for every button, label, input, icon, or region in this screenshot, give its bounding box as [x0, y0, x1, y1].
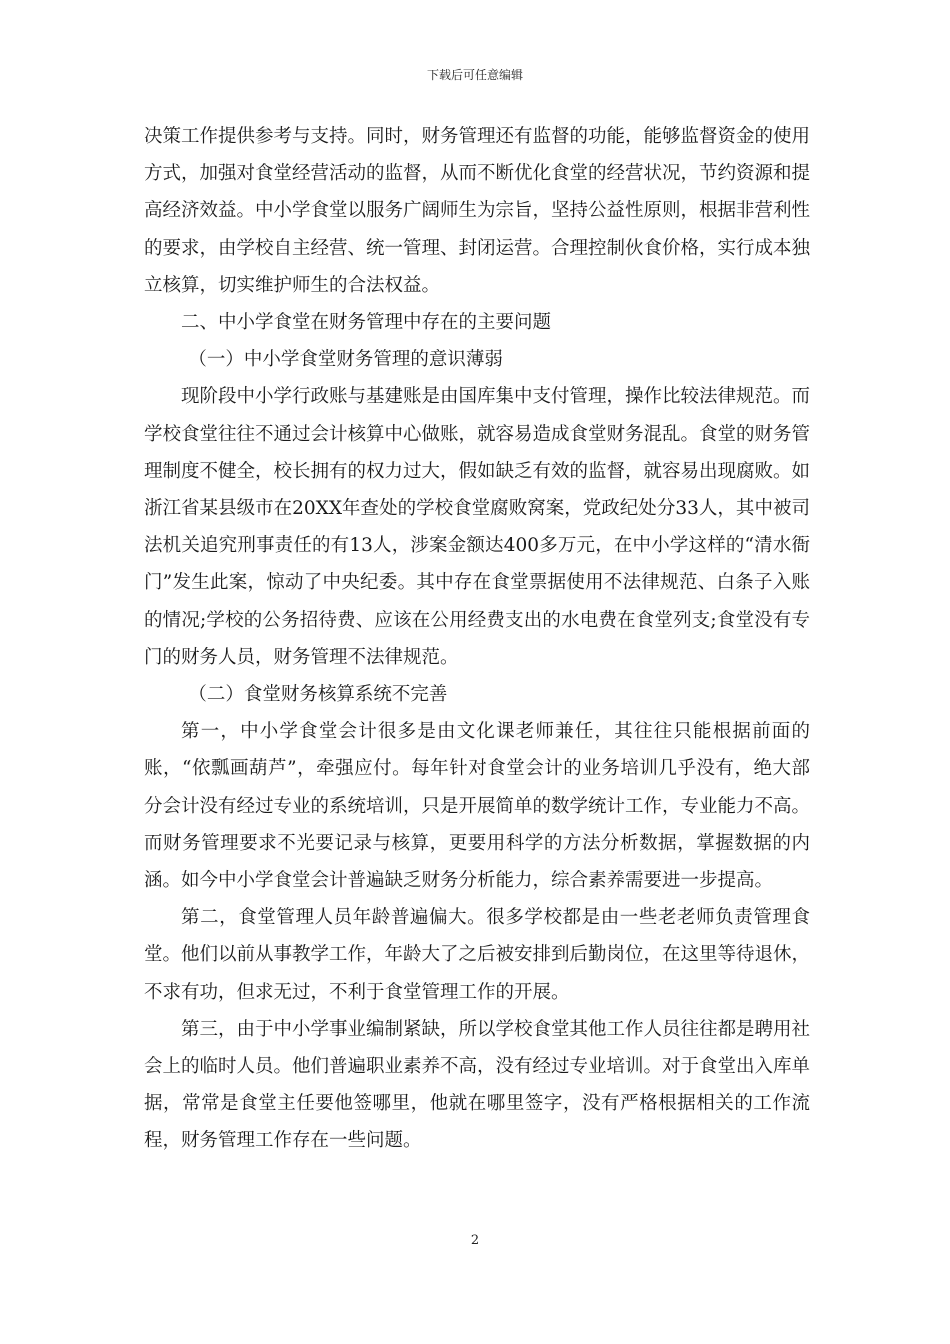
- paragraph: 第三，由于中小学事业编制紧缺，所以学校食堂其他工作人员往往都是聘用社会上的临时人员。他们普遍职业素养不高，没有经过专业培训。对于食堂出入库单据，常常是食堂主任要他签哪里，他就在哪里签字，没有严格根据相关的工作流程，财务管理工作存在一些问题。: [144, 1018, 811, 1152]
- subsection-heading-1: （一）中小学食堂财务管理的意识薄弱: [188, 349, 503, 371]
- page-header: 下载后可任意编辑: [426, 68, 523, 82]
- page-number: 2: [470, 1233, 480, 1248]
- section-heading: 二、中小学食堂在财务管理中存在的主要问题: [181, 312, 552, 334]
- paragraph-continuation: 决策工作提供参考与支持。同时，财务管理还有监督的功能，能够监督资金的使用方式，加强对食堂经营活动的监督，从而不断优化食堂的经营状况，节约资源和提高经济效益。中小学食堂以服务广阔师生为宗旨，坚持公益性原则，根据非营利性的要求，由学校自主经营、统一管理、封闭运营。合理控制伙食价格，实行成本独立核算，切实维护师生的合法权益。: [144, 126, 811, 296]
- paragraph: 第二，食堂管理人员年龄普遍偏大。很多学校都是由一些老老师负责管理食堂。他们以前从事教学工作，年龄大了之后被安排到后勤岗位，在这里等待退休，不求有功，但求无过，不利于食堂管理工作的开展。: [144, 907, 811, 1003]
- paragraph: 第一，中小学食堂会计很多是由文化课老师兼任，其往往只能根据前面的账，“依瓢画葫芦”，牵强应付。每年针对食堂会计的业务培训几乎没有，绝大部分会计没有经过专业的系统培训，只是开展简单的数学统计工作，专业能力不高。而财务管理要求不光要记录与核算，更要用科学的方法分析数据，掌握数据的内涵。如今中小学食堂会计普遍缺乏财务分析能力，综合素养需要进一步提高。: [144, 721, 811, 892]
- document-body: [144, 118, 810, 1160]
- subsection-heading-2: （二）食堂财务核算系统不完善: [188, 684, 448, 706]
- paragraph: 现阶段中小学行政账与基建账是由国库集中支付管理，操作比较法律规范。而学校食堂往往不通过会计核算中心做账，就容易造成食堂财务混乱。食堂的财务管理制度不健全，校长拥有的权力过大，假如缺乏有效的监督，就容易出现腐败。如浙江省某县级市在20XX年查处的学校食堂腐败窝案，党政纪处分33人，其中被司法机关追究刑事责任的有13人，涉案金额达400多万元，在中小学这样的“清水衙门”发生此案，惊动了中央纪委。其中存在食堂票据使用不法律规范、白条子入账的情况;学校的公务招待费、应该在公用经费支出的水电费在食堂列支;食堂没有专门的财务人员，财务管理不法律规范。: [144, 386, 811, 668]
